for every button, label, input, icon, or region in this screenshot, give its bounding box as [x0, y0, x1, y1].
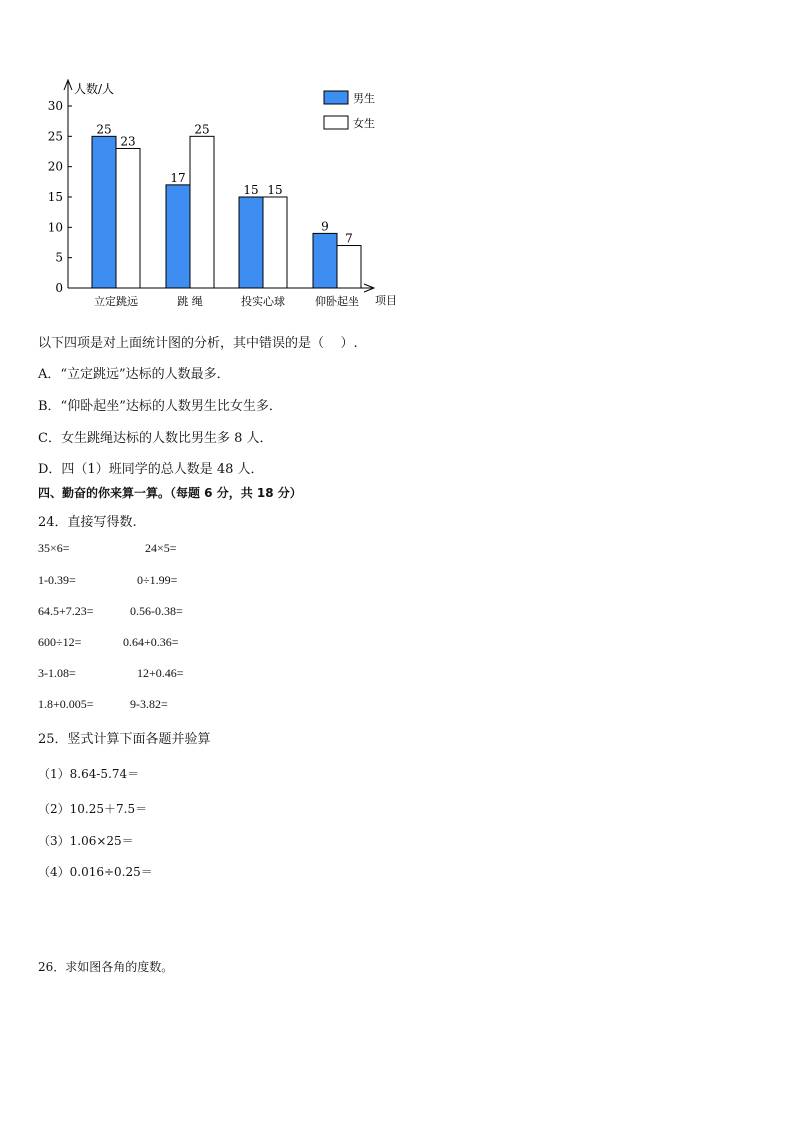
q25-title: 25．竖式计算下面各题并验算 — [38, 732, 211, 747]
chart-legend — [324, 91, 375, 130]
y-tick-label: 0 — [55, 281, 63, 295]
bar-chart — [30, 72, 410, 317]
y-tick-label: 20 — [47, 159, 63, 174]
legend-label: 女生 — [353, 117, 375, 130]
calc-item: 12+0.46= — [137, 666, 184, 680]
y-tick-label: 30 — [47, 99, 63, 113]
calc-item: 64.5+7.23= — [38, 604, 94, 618]
y-tick-label: 10 — [47, 220, 63, 235]
calc-item: 1-0.39= — [38, 573, 76, 587]
calc-item: 0÷1.99= — [137, 573, 178, 587]
q25-item: （1）8.64-5.74＝ — [38, 767, 140, 781]
q23-option-a: A．“立定跳远”达标的人数最多． — [38, 367, 230, 382]
legend-label: 男生 — [353, 92, 375, 105]
q25-item: （4）0.016÷0.25＝ — [38, 865, 153, 879]
q24-title: 24．直接写得数. — [38, 515, 137, 530]
y-axis-label: 人数/人 — [74, 82, 115, 96]
chart-bars — [92, 136, 361, 288]
q23-option-d: D．四（1）班同学的总人数是 48 人． — [38, 462, 264, 477]
q26-title: 26．求如图各角的度数。 — [38, 960, 174, 974]
x-axis-label: 项目 — [375, 294, 397, 307]
calc-item: 600÷12= — [38, 635, 82, 649]
y-tick-label: 25 — [47, 129, 63, 144]
data-label: 7 — [345, 231, 353, 246]
bar — [263, 197, 287, 288]
calc-item: 24×5= — [145, 541, 177, 555]
y-tick-label: 5 — [55, 250, 63, 265]
data-label: 25 — [194, 122, 210, 137]
data-label: 25 — [96, 122, 112, 137]
category-label: 仰卧起坐 — [315, 295, 359, 308]
calc-item: 1.8+0.005= — [38, 697, 94, 711]
data-label: 23 — [120, 134, 136, 149]
bar — [239, 197, 263, 288]
data-label: 9 — [321, 219, 329, 234]
category-label: 投实心球 — [241, 295, 285, 308]
data-label: 17 — [170, 170, 186, 185]
calc-item: 35×6= — [38, 541, 70, 555]
q23-option-b: B．“仰卧起坐”达标的人数男生比女生多． — [38, 399, 282, 414]
category-label: 立定跳远 — [94, 295, 138, 308]
bar — [337, 246, 361, 288]
bar — [116, 148, 140, 288]
legend-swatch — [324, 91, 348, 104]
bar — [92, 136, 116, 288]
category-label: 跳 绳 — [177, 295, 203, 308]
legend-swatch — [324, 116, 348, 129]
calc-item: 0.64+0.36= — [123, 635, 179, 649]
q25-item: （2）10.25＋7.5＝ — [38, 802, 148, 816]
data-label: 15 — [243, 183, 259, 197]
section-4-title: 四、勤奋的你来算一算。（每题 6 分，共 18 分） — [38, 486, 302, 500]
bar — [166, 185, 190, 288]
data-label: 15 — [267, 183, 283, 197]
q23-option-c: C．女生跳绳达标的人数比男生多 8 人． — [38, 431, 273, 446]
calc-item: 0.56-0.38= — [130, 604, 183, 618]
bar — [190, 136, 214, 288]
q23-stem: 以下四项是对上面统计图的分析，其中错误的是（ ）. — [38, 336, 358, 351]
bar — [313, 233, 337, 288]
y-tick-label: 15 — [47, 190, 63, 204]
calc-item: 9-3.82= — [130, 697, 168, 711]
q25-item: （3）1.06×25＝ — [38, 834, 134, 848]
calc-item: 3-1.08= — [38, 666, 76, 680]
